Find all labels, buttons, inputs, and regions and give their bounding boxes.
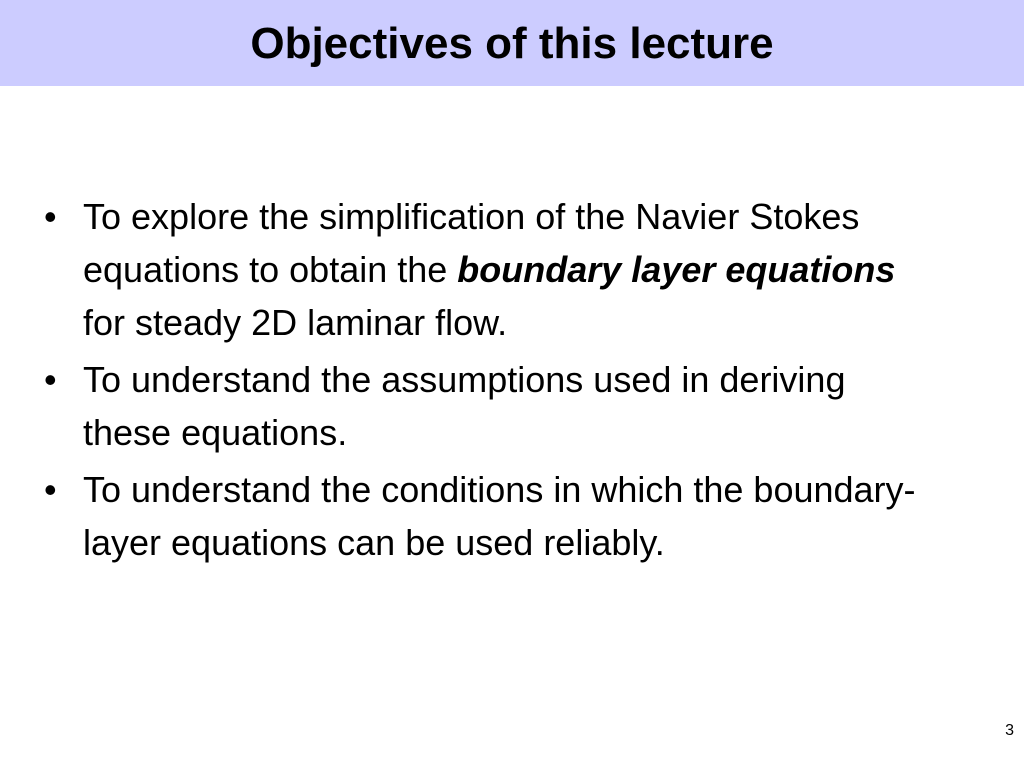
bullet-1-pre: To explore the simplification of the Navier Stokes equations to obtain the bbox=[83, 196, 860, 290]
bullet-item-2 bbox=[44, 353, 924, 459]
bullet-list bbox=[44, 190, 924, 573]
bullet-1-post: for steady 2D laminar flow. bbox=[83, 302, 508, 343]
title-bar bbox=[0, 0, 1024, 86]
slide-title: Objectives of this lecture bbox=[250, 19, 774, 68]
bullet-3-text: To understand the conditions in which the boundary-layer equations can be used reliably. bbox=[83, 469, 916, 563]
bullet-icon: • bbox=[44, 196, 57, 237]
page-number: 3 bbox=[1005, 722, 1014, 739]
bullet-1-text bbox=[83, 196, 895, 343]
bullet-1-emphasis: boundary layer equations bbox=[457, 249, 896, 290]
bullet-icon: • bbox=[44, 359, 57, 400]
bullet-item-1 bbox=[44, 190, 924, 349]
bullet-icon: • bbox=[44, 469, 57, 510]
bullet-item-3 bbox=[44, 463, 924, 569]
bullet-2-text: To understand the assumptions used in deriving these equations. bbox=[83, 359, 846, 453]
